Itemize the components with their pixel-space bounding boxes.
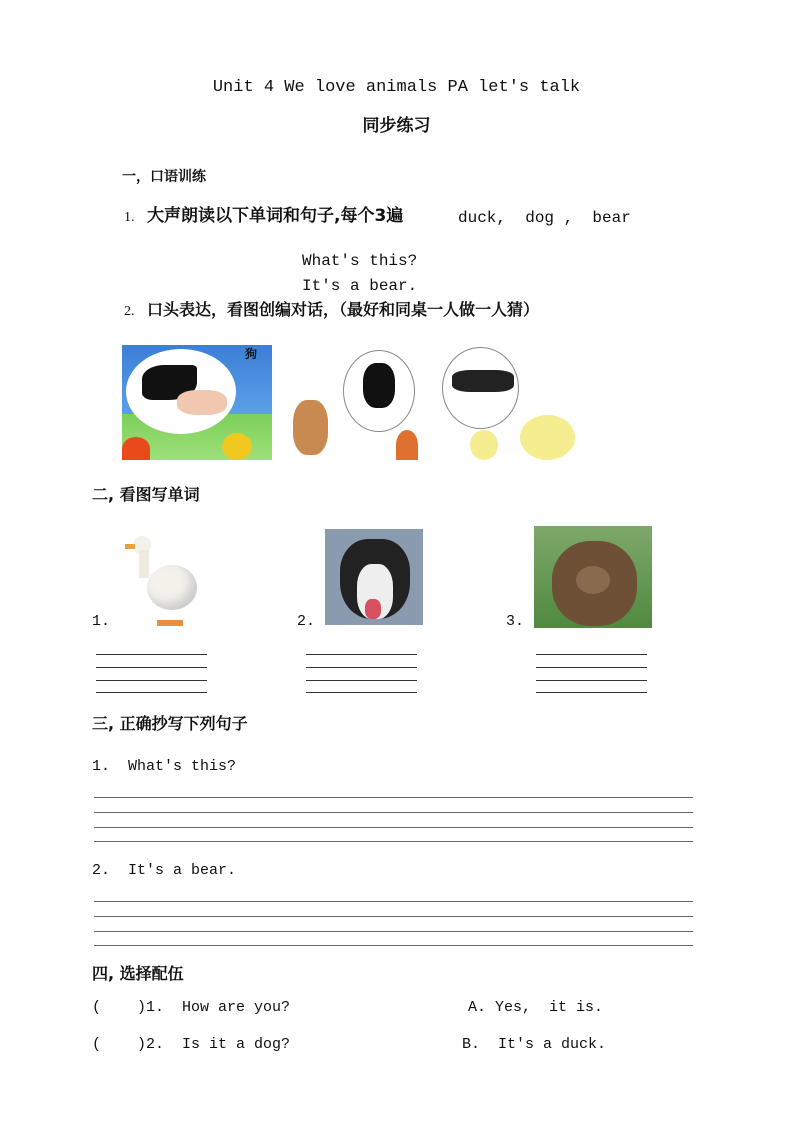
bear-image xyxy=(534,526,652,628)
sentence-its-a-bear: It's a bear. xyxy=(302,277,418,295)
match-answer-a: A. Yes, it is. xyxy=(468,999,604,1016)
item2-instruction: 口头表达，看图创编对话，（最好和同桌一人做一人猜） xyxy=(147,300,540,319)
section4-heading: 四, 选择配伍 xyxy=(92,964,184,983)
duck-shadow-puppet-image xyxy=(440,345,585,460)
husky-dog-image xyxy=(325,529,423,625)
match-question-2[interactable]: ( )2. Is it a dog? xyxy=(92,1036,291,1053)
picture-caption: 狗 xyxy=(245,347,258,361)
section2-heading: 二, 看图写单词 xyxy=(92,485,200,504)
bear-shadow-puppet-image xyxy=(288,345,420,460)
document-subtitle: 同步练习 xyxy=(362,116,431,136)
sentence-whats-this: What's this? xyxy=(302,252,418,270)
picture1-number: 1. xyxy=(92,613,111,630)
copy-sentence-1: 1. What's this? xyxy=(92,758,237,775)
document-title: Unit 4 We love animals PA let's talk xyxy=(212,78,581,97)
section1-heading: 一，口语训练 xyxy=(122,169,206,185)
dog-shadow-puppet-image xyxy=(122,345,272,460)
picture3-number: 3. xyxy=(506,613,525,630)
match-answer-b: B. It's a duck. xyxy=(462,1036,607,1053)
item1-words: duck, dog , bear xyxy=(458,209,631,227)
item1-number: 1. xyxy=(124,210,135,225)
copy-sentence-2: 2. It's a bear. xyxy=(92,862,237,879)
item1-instruction: 大声朗读以下单词和句子,每个3遍 xyxy=(147,206,404,226)
item2-number: 2. xyxy=(124,304,135,319)
picture2-number: 2. xyxy=(297,613,316,630)
match-question-1[interactable]: ( )1. How are you? xyxy=(92,999,291,1016)
section3-heading: 三, 正确抄写下列句子 xyxy=(92,714,248,733)
duck-image xyxy=(125,530,210,628)
